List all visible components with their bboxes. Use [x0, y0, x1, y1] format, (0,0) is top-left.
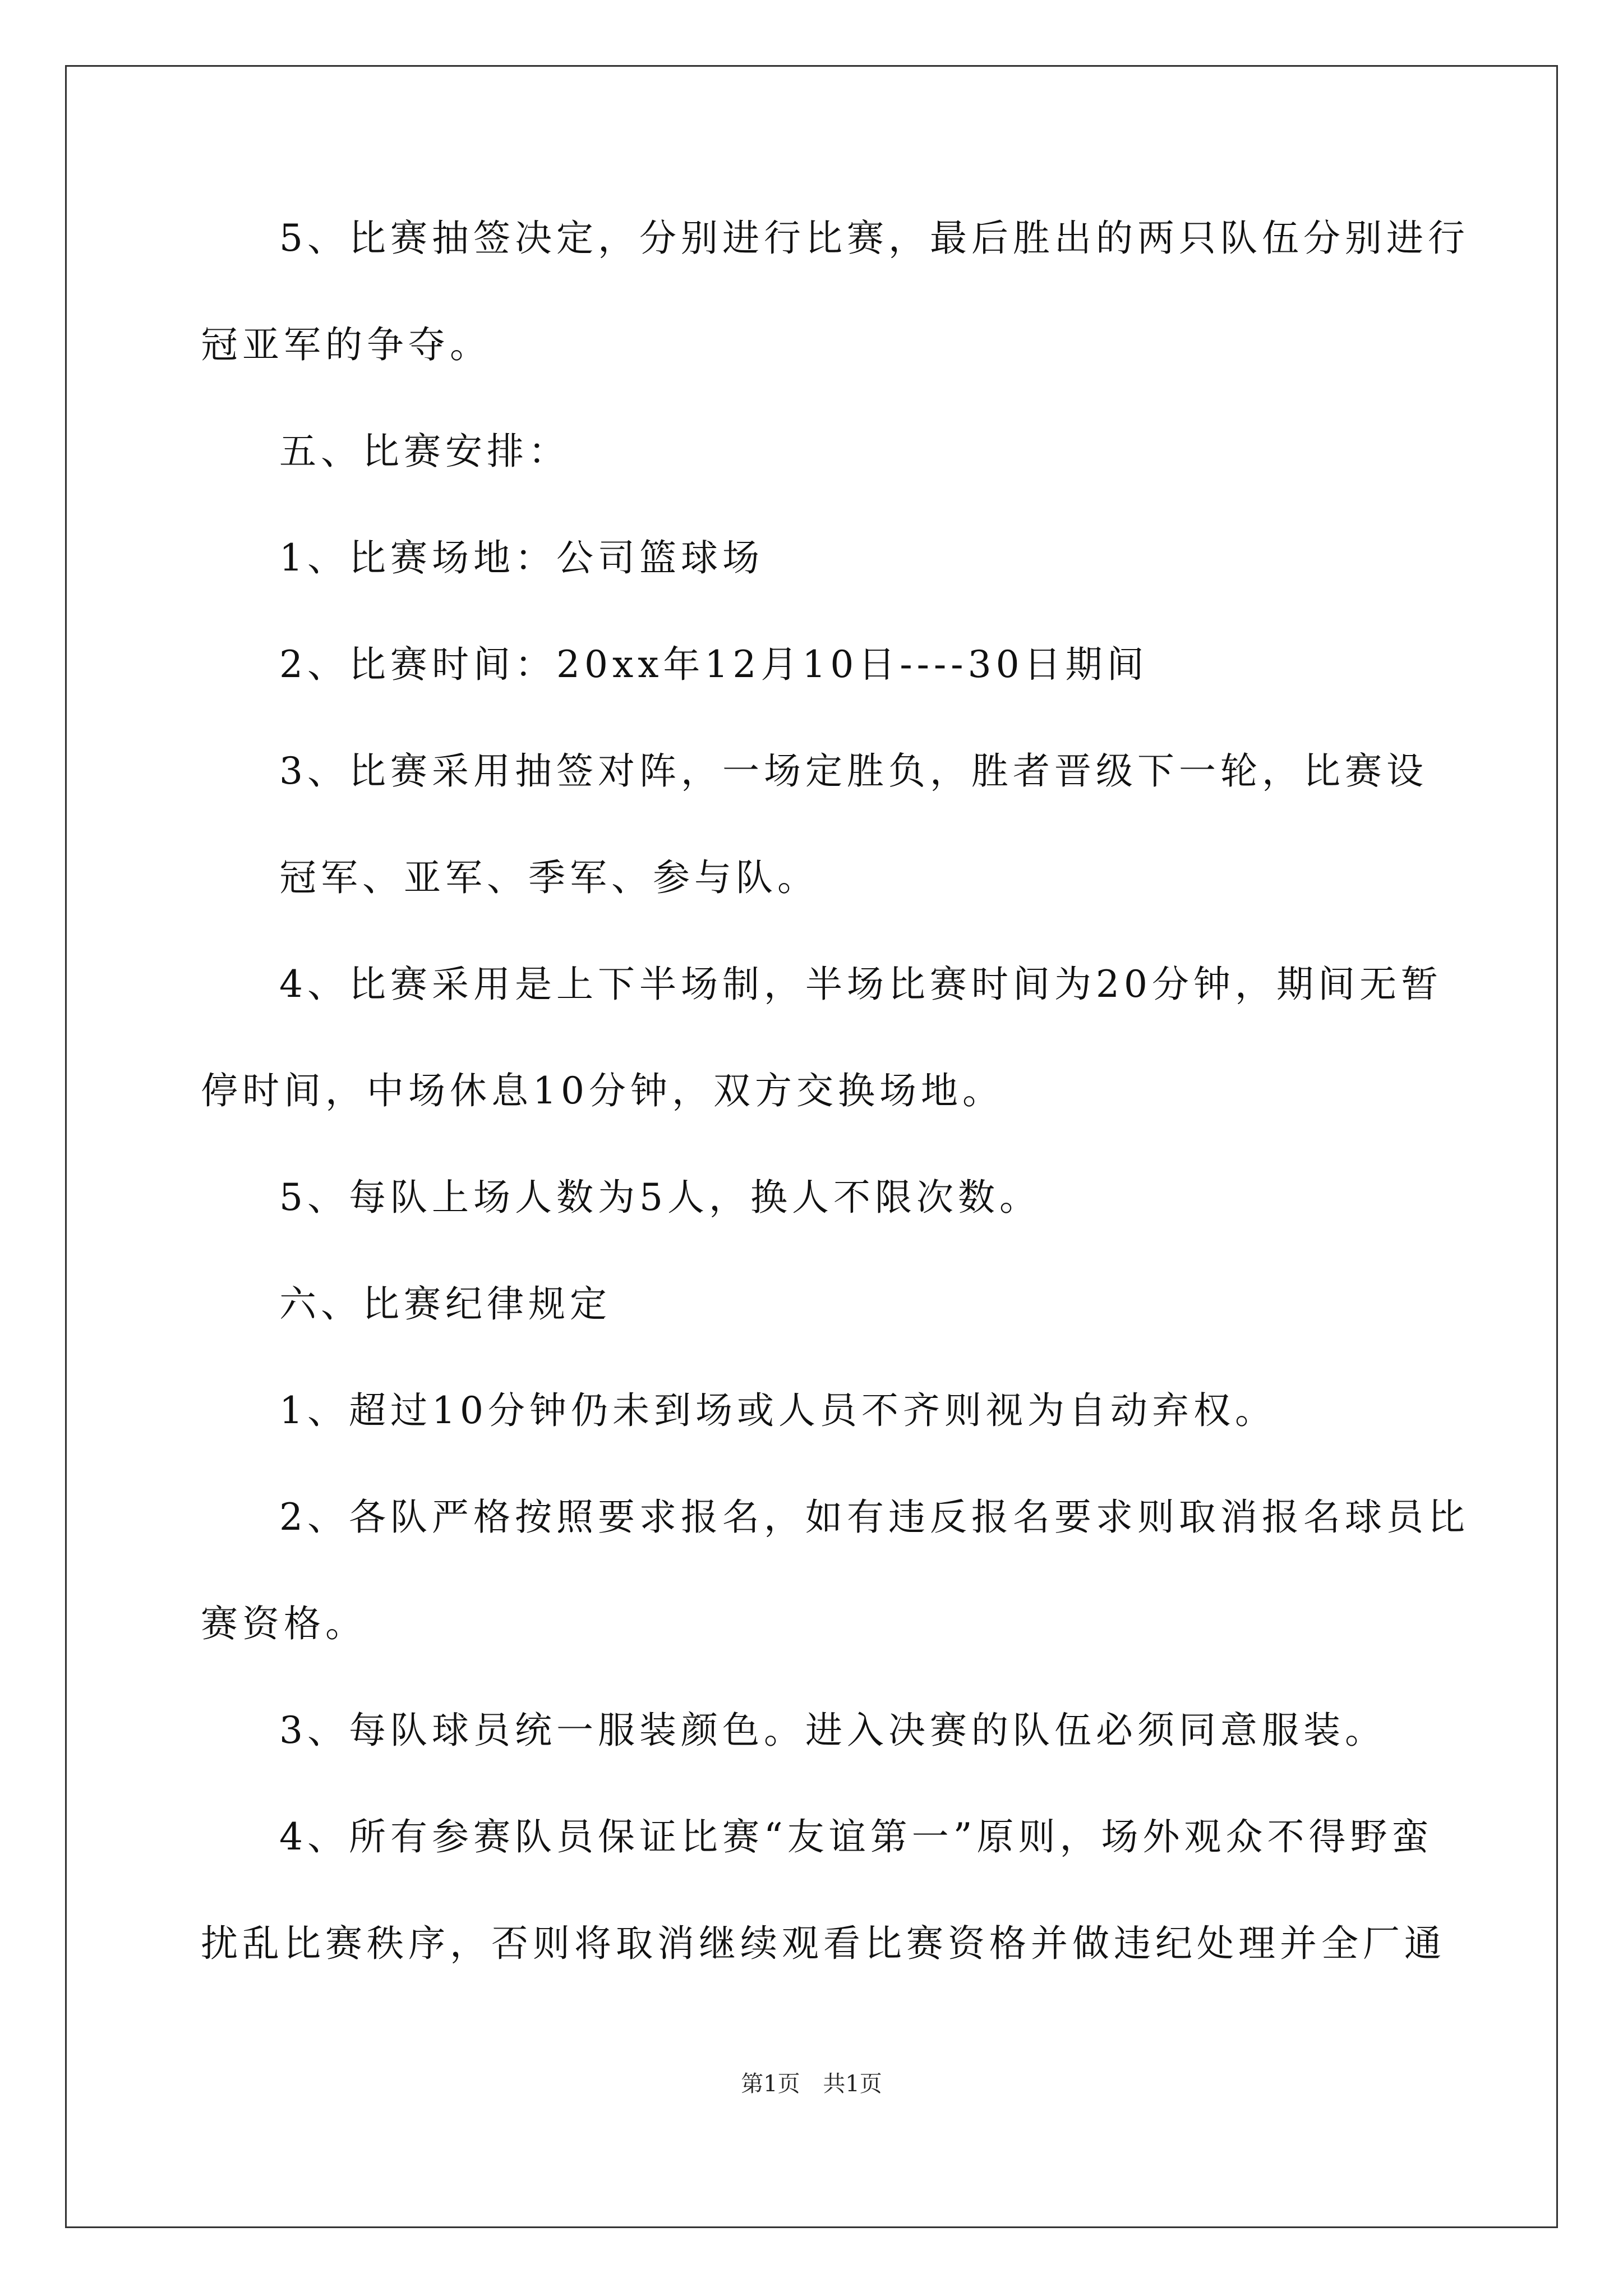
paragraph-line: 冠军、亚军、季军、参与队。 [279, 856, 819, 899]
paragraph-line: 1、比赛场地：公司篮球场 [279, 536, 764, 579]
paragraph-line: 赛资格。 [201, 1602, 367, 1645]
page-footer [0, 2070, 1623, 2098]
paragraph-line: 1、超过10分钟仍未到场或人员不齐则视为自动弃权。 [279, 1389, 1276, 1432]
paragraph-line: 4、比赛采用是上下半场制，半场比赛时间为20分钟，期间无暂 [279, 963, 1442, 1006]
page-number-total: 共1页 [823, 2071, 882, 2097]
paragraph-line: 3、每队球员统一服装颜色。进入决赛的队伍必须同意服装。 [279, 1709, 1386, 1752]
section-heading: 六、比赛纪律规定 [279, 1282, 611, 1326]
paragraph-line: 3、比赛采用抽签对阵，一场定胜负，胜者晋级下一轮，比赛设 [279, 749, 1428, 793]
paragraph-line: 5、比赛抽签决定，分别进行比赛，最后胜出的两只队伍分别进行 [279, 217, 1469, 260]
paragraph-line: 停时间，中场休息10分钟，双方交换场地。 [201, 1069, 1004, 1112]
paragraph-line: 5、每队上场人数为5人，换人不限次数。 [279, 1176, 1041, 1219]
paragraph-line: 扰乱比赛秩序，否则将取消继续观看比赛资格并做违纪处理并全厂通 [201, 1922, 1446, 1965]
paragraph-line: 4、所有参赛队员保证比赛“友谊第一”原则，场外观众不得野蛮 [279, 1815, 1433, 1858]
section-heading: 五、比赛安排： [279, 430, 570, 473]
page-number-current: 第1页 [741, 2071, 800, 2097]
paragraph-line: 2、各队严格按照要求报名，如有违反报名要求则取消报名球员比 [279, 1496, 1469, 1539]
page-border [65, 65, 1558, 2228]
paragraph-line: 2、比赛时间：20xx年12月10日----30日期间 [279, 643, 1149, 686]
paragraph-line: 冠亚军的争夺。 [201, 323, 491, 366]
